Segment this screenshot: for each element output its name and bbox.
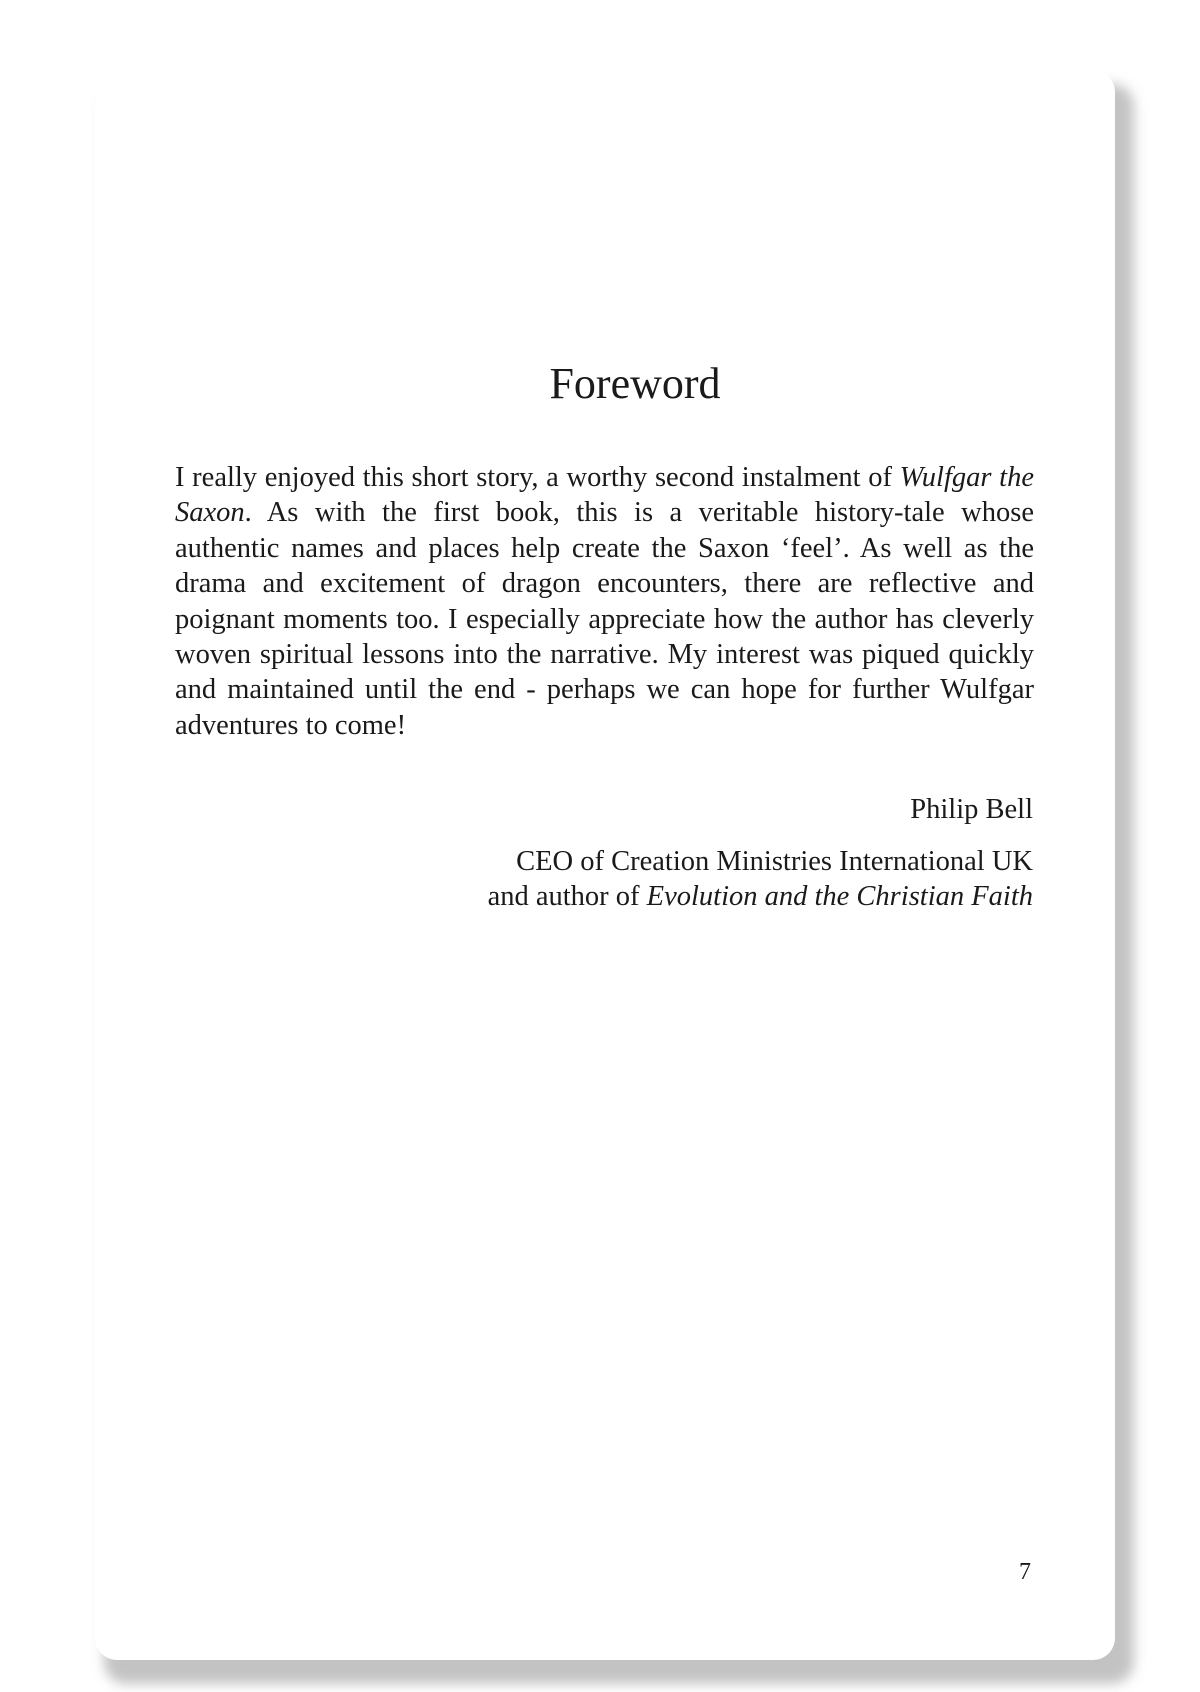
author-role-line1: CEO of Creation Ministries International UK <box>516 846 1033 877</box>
book-title-italic: Wulfgar the Saxon <box>175 462 1034 529</box>
paragraph-text-rest: . As with the first book, this is a veritable history-tale whose authentic names and places help create the Saxon ‘feel’. As well as the drama and excitement of dragon encounters, there are reflective and poignant moments too. I especially appreciate how the author has cleverly woven spiritual lessons into the narrative. My interest was piqued quickly and maintained until the end - perhaps we can hope for further Wulfgar adventures to come! <box>175 497 1034 741</box>
author-name: Philip Bell <box>910 794 1033 825</box>
foreword-paragraph <box>175 460 1034 743</box>
author-role-line2 <box>333 879 1033 914</box>
page-title: Foreword <box>549 359 721 408</box>
author-role-prefix: and author of <box>487 881 647 913</box>
book-page <box>95 70 1115 1660</box>
page-number: 7 <box>1019 1559 1031 1585</box>
paragraph-text-start: I really enjoyed this short story, a worthy second instalment of <box>175 462 900 493</box>
author-role <box>333 844 1033 915</box>
author-book-title: Evolution and the Christian Faith <box>646 881 1033 913</box>
